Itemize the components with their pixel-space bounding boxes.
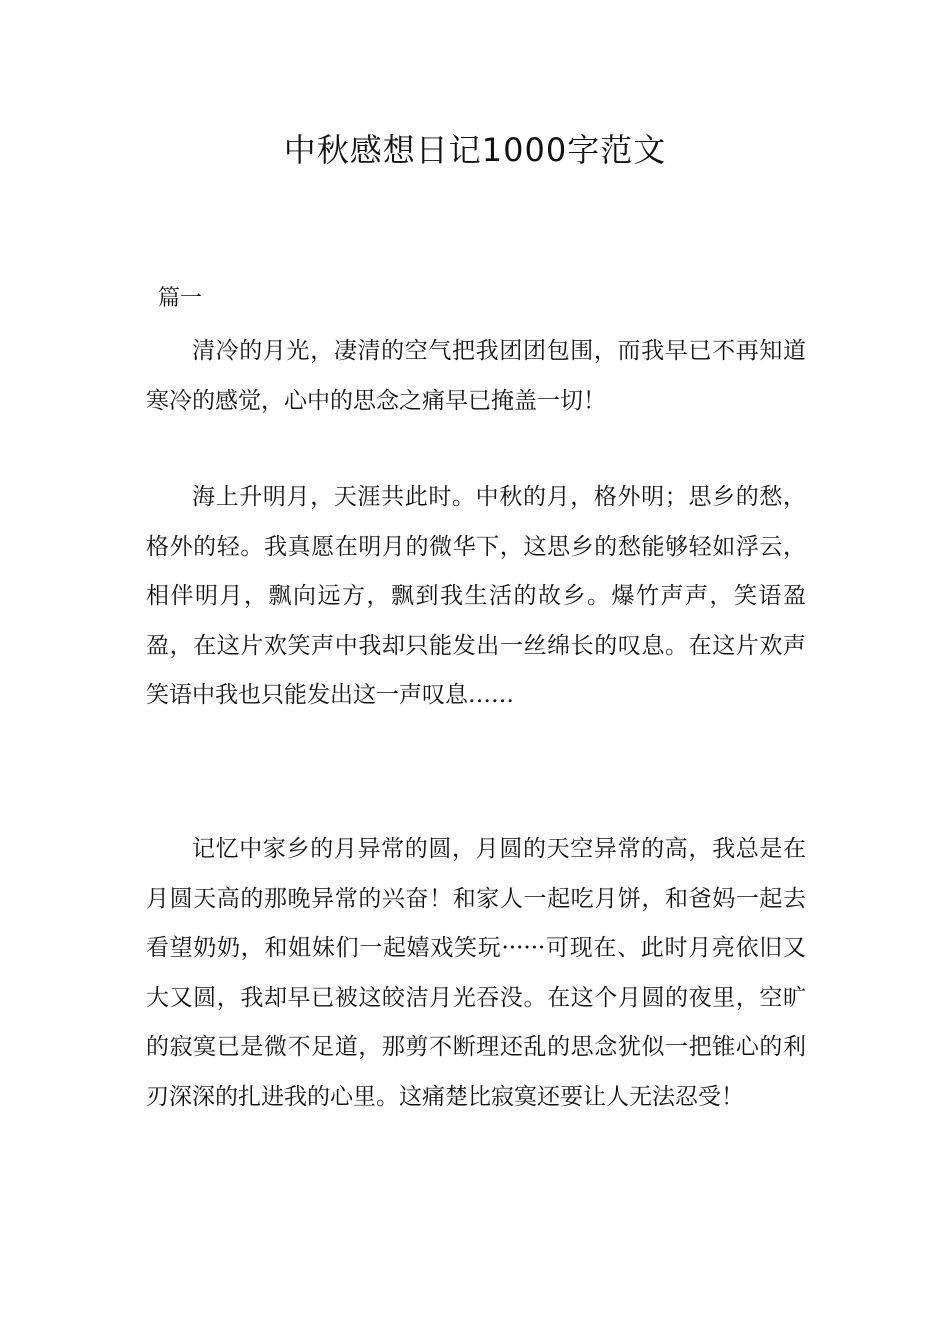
document-title: 中秋感想日记1000字范文 (283, 131, 667, 169)
paragraph-2: 海上升明月，天涯共此时。中秋的月，格外明；思乡的愁，格外的轻。我真愿在明月的微华下，这思乡的愁能够轻如浮云，相伴明月，飘向远方，飘到我生活的故乡。爆竹声声，笑语盈盈，在这片欢笑声中我却只能发出一丝绵长的叹息。在这片欢声笑语中我也只能发出这一声叹息…… (146, 484, 806, 708)
section-label: 篇一 (158, 286, 203, 311)
paragraph-3: 记忆中家乡的月异常的圆，月圆的天空异常的高，我总是在月圆天高的那晚异常的兴奋！和家人一起吃月饼，和爸妈一起去看望奶奶，和姐妹们一起嬉戏笑玩······可现在、此时月亮依旧又大又圆，我却早已被这皎洁月光吞没。在这个月圆的夜里，空旷的寂寞已是微不足道，那剪不断理还乱的思念犹似一把锥心的利刃深深的扎进我的心里。这痛楚比寂寞还要让人无法忍受！ (146, 836, 806, 1110)
paragraph-1: 清冷的月光，凄清的空气把我团团包围，而我早已不再知道寒冷的感觉，心中的思念之痛早已掩盖一切！ (146, 338, 806, 414)
